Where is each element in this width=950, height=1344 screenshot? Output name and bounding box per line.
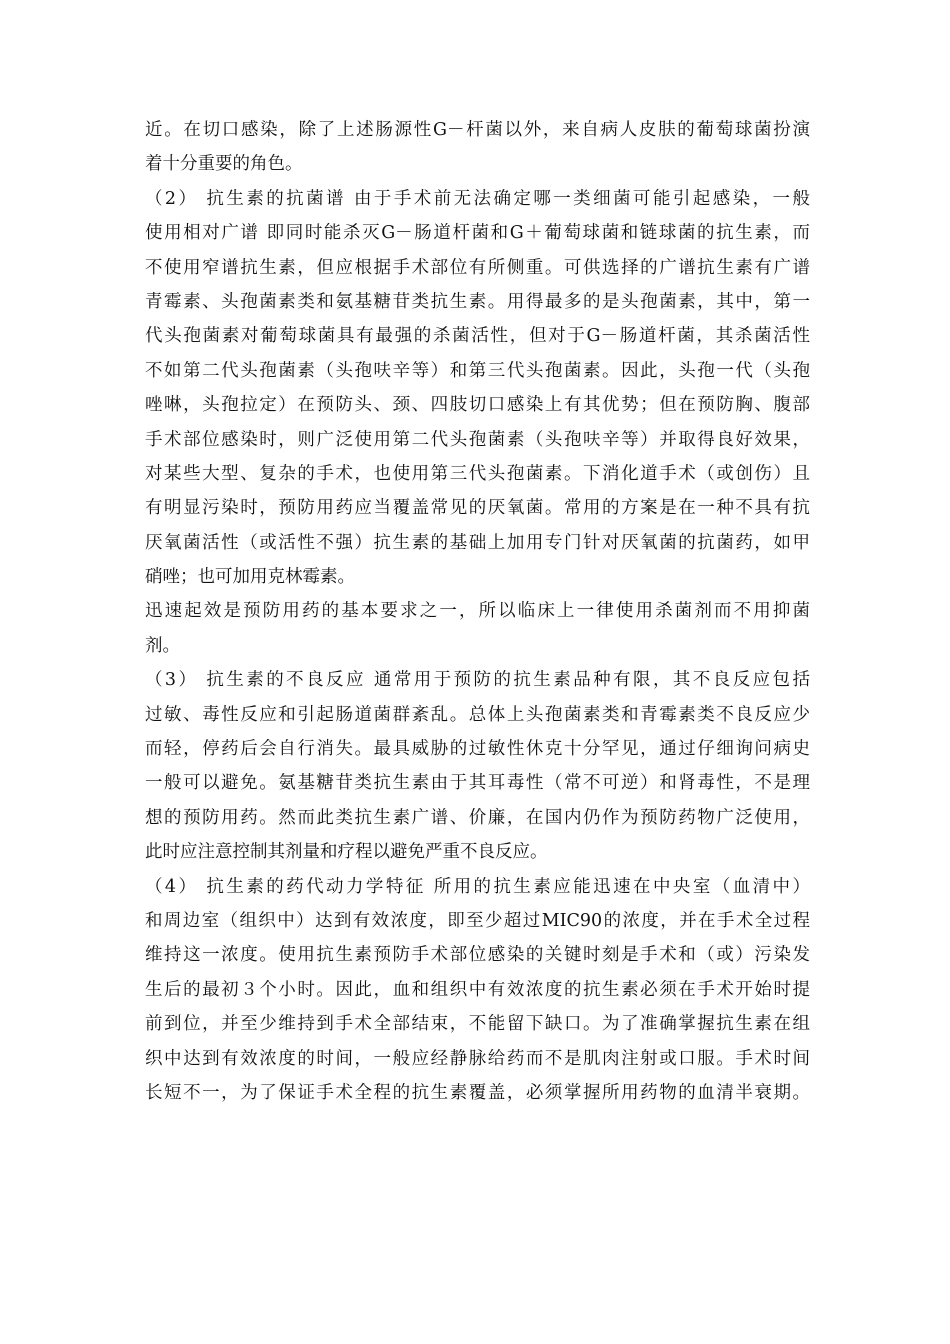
text-line: 代头孢菌素对葡萄球菌具有最强的杀菌活性，但对于G－肠道杆菌，其杀菌活性: [145, 326, 810, 347]
text-line: 不使用窄谱抗生素，但应根据手术部位有所侧重。可供选择的广谱抗生素有广谱: [145, 257, 810, 278]
text-line: 对某些大型、复杂的手术，也使用第三代头孢菌素。下消化道手术（或创伤）且: [145, 463, 810, 484]
text-line: 剂。: [145, 635, 180, 656]
text-line: 过敏、毒性反应和引起肠道菌群紊乱。总体上头孢菌素类和青霉素类不良反应少: [145, 704, 810, 725]
text-line: 一般可以避免。氨基糖苷类抗生素由于其耳毒性（常不可逆）和肾毒性，不是理: [145, 773, 810, 794]
text-line: （4） 抗生素的药代动力学特征 所用的抗生素应能迅速在中央室（血清中）: [145, 876, 810, 897]
text-line: 前到位，并至少维持到手术全部结束，不能留下缺口。为了准确掌握抗生素在组: [145, 1014, 810, 1035]
text-line: 手术部位感染时，则广泛使用第二代头孢菌素（头孢呋辛等）并取得良好效果，: [145, 429, 810, 450]
text-line: 厌氧菌活性（或活性不强）抗生素的基础上加用专门针对厌氧菌的抗菌药，如甲: [145, 532, 810, 553]
text-line: 和周边室（组织中）达到有效浓度，即至少超过MIC90的浓度，并在手术全过程: [145, 910, 810, 931]
text-line: （2） 抗生素的抗菌谱 由于手术前无法确定哪一类细菌可能引起感染，一般: [145, 188, 810, 209]
text-line: 硝唑；也可加用克林霉素。: [145, 567, 355, 588]
text-line: 生后的最初３个小时。因此，血和组织中有效浓度的抗生素必须在手术开始时提: [145, 979, 810, 1000]
text-line: 着十分重要的角色。: [145, 154, 303, 175]
text-line: （3） 抗生素的不良反应 通常用于预防的抗生素品种有限，其不良反应包括: [145, 670, 810, 691]
text-line: 想的预防用药。然而此类抗生素广谱、价廉，在国内仍作为预防药物广泛使用，: [145, 807, 810, 828]
text-line: 织中达到有效浓度的时间，一般应经静脉给药而不是肌肉注射或口服。手术时间: [145, 1048, 810, 1069]
text-line: 使用相对广谱 即同时能杀灭G－肠道杆菌和G＋葡萄球菌和链球菌的抗生素，而: [145, 223, 810, 244]
text-line: 青霉素、头孢菌素类和氨基糖苷类抗生素。用得最多的是头孢菌素，其中，第一: [145, 291, 810, 312]
text-line: 而轻，停药后会自行消失。最具威胁的过敏性休克十分罕见，通过仔细询问病史: [145, 739, 810, 760]
text-line: 长短不一，为了保证手术全程的抗生素覆盖，必须掌握所用药物的血清半衰期。: [145, 1082, 810, 1103]
text-line: 此时应注意控制其剂量和疗程以避免严重不良反应。: [145, 842, 548, 863]
text-line: 近。在切口感染，除了上述肠源性G－杆菌以外，来自病人皮肤的葡萄球菌扮演: [145, 120, 810, 140]
text-line: 迅速起效是预防用药的基本要求之一，所以临床上一律使用杀菌剂而不用抑菌: [145, 601, 810, 622]
text-line: 有明显污染时，预防用药应当覆盖常见的厌氧菌。常用的方案是在一种不具有抗: [145, 498, 810, 519]
text-line: 不如第二代头孢菌素（头孢呋辛等）和第三代头孢菌素。因此，头孢一代（头孢: [145, 360, 810, 381]
body-text: [145, 113, 810, 1110]
text-line: 唑啉，头孢拉定）在预防头、颈、四肢切口感染上有其优势；但在预防胸、腹部: [145, 395, 810, 416]
text-line: 维持这一浓度。使用抗生素预防手术部位感染的关键时刻是手术和（或）污染发: [145, 945, 810, 966]
